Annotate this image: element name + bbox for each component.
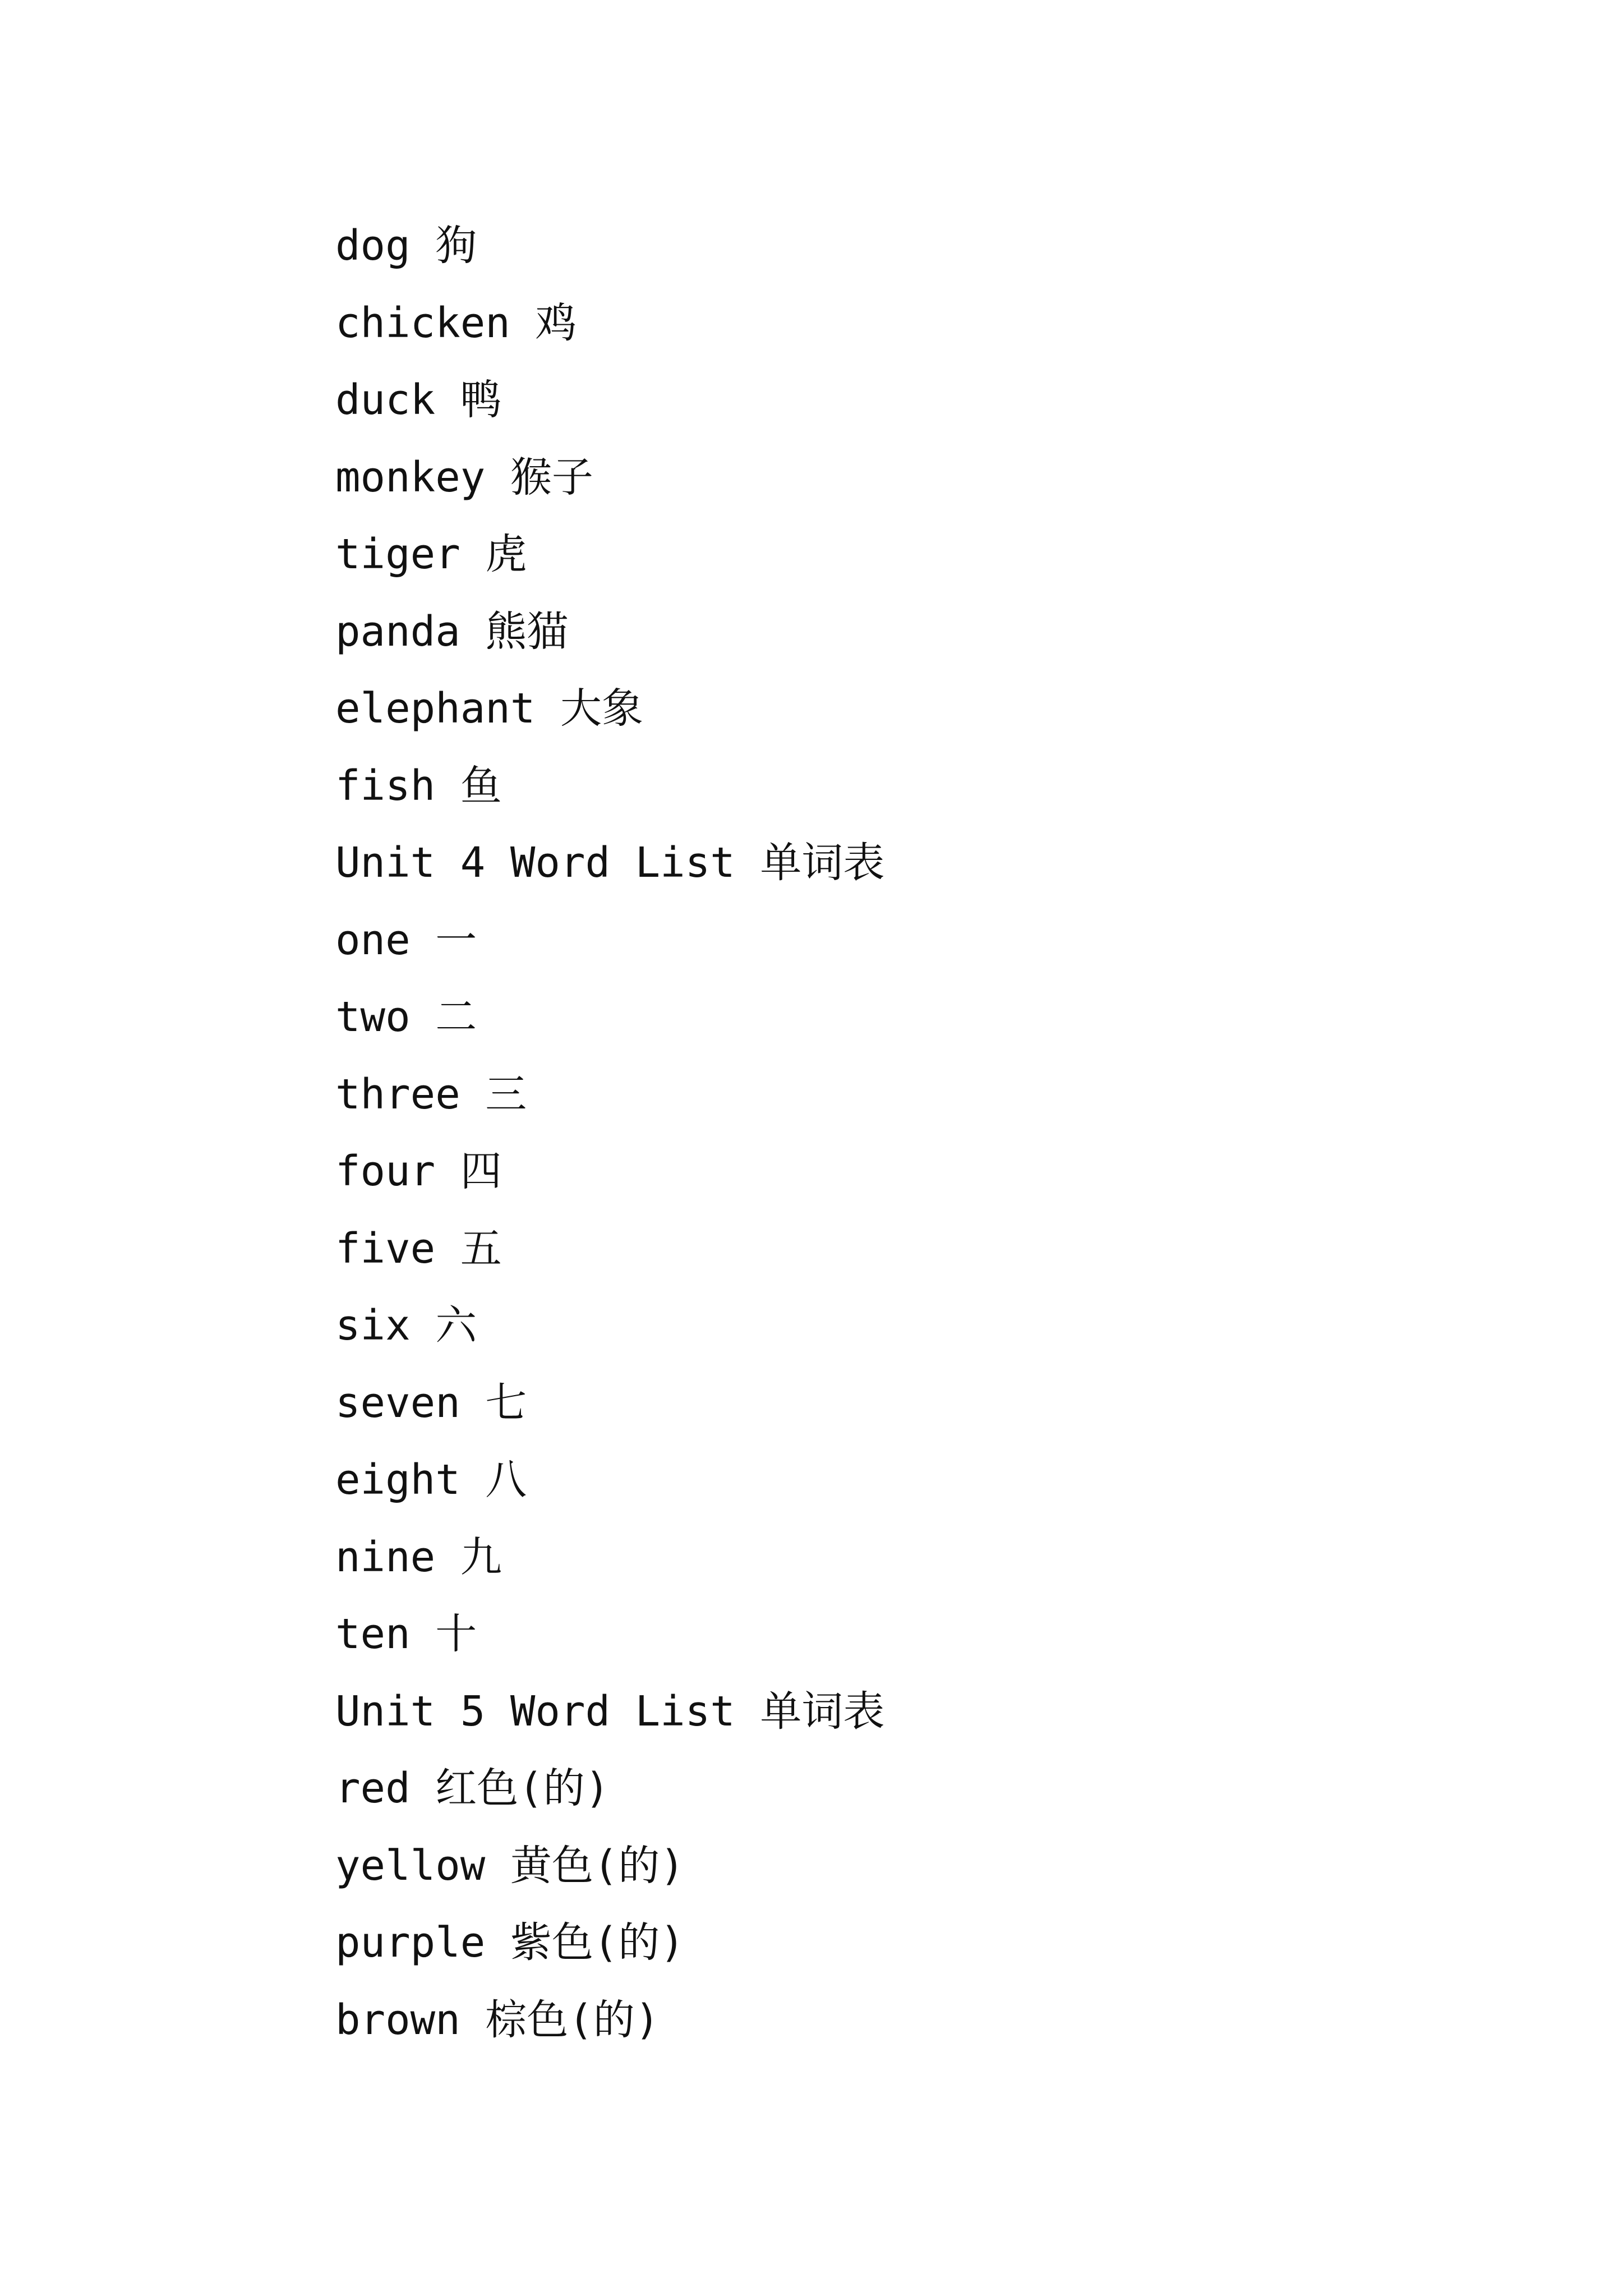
word-line-elephant: elephant 大象 [335, 684, 643, 733]
word-line-red: red 红色(的) [335, 1764, 610, 1812]
word-line-panda: panda 熊猫 [335, 607, 569, 656]
word-line-six: six 六 [335, 1301, 477, 1350]
unit-5-heading: Unit 5 Word List 单词表 [335, 1687, 885, 1736]
word-line-ten: ten 十 [335, 1610, 477, 1658]
word-line-two: two 二 [335, 993, 477, 1041]
word-list [335, 208, 1457, 2059]
word-line-eight: eight 八 [335, 1456, 527, 1504]
word-line-four: four 四 [335, 1147, 502, 1195]
unit-4-heading: Unit 4 Word List 单词表 [335, 839, 885, 887]
word-line-purple: purple 紫色(的) [335, 1918, 685, 1967]
word-line-nine: nine 九 [335, 1533, 502, 1581]
word-line-dog: dog 狗 [335, 222, 477, 270]
word-line-chicken: chicken 鸡 [335, 298, 577, 347]
word-line-yellow: yellow 黄色(的) [335, 1841, 685, 1890]
word-line-one: one 一 [335, 915, 477, 964]
word-line-tiger: tiger 虎 [335, 530, 527, 578]
word-line-monkey: monkey 猴子 [335, 453, 593, 501]
word-line-seven: seven 七 [335, 1378, 527, 1427]
word-line-five: five 五 [335, 1224, 502, 1273]
word-line-duck: duck 鸭 [335, 376, 502, 424]
word-line-brown: brown 棕色(的) [335, 1995, 660, 2044]
word-line-three: three 三 [335, 1070, 527, 1119]
word-line-fish: fish 鱼 [335, 761, 502, 810]
